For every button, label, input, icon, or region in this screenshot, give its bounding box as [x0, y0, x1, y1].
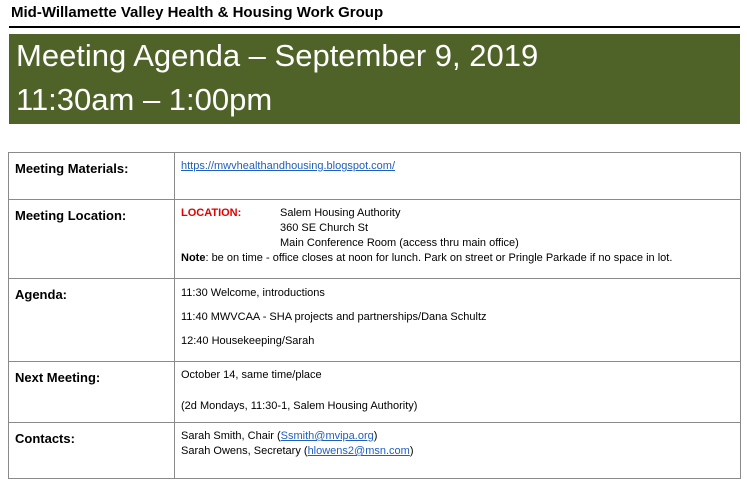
- contact-chair-email[interactable]: Ssmith@mvipa.org: [280, 430, 374, 442]
- materials-link[interactable]: https://mwvhealthandhousing.blogspot.com/: [181, 160, 396, 172]
- materials-label: Meeting Materials:: [9, 153, 175, 200]
- location-label: Meeting Location:: [9, 200, 175, 279]
- row-next-meeting: [9, 362, 741, 423]
- note-text: : be on time - office closes at noon for lunch. Park on street or Pringle Parkade if no space in lot.: [205, 252, 673, 264]
- title-banner: [9, 34, 740, 124]
- next-meeting-line1: October 14, same time/place: [181, 369, 322, 381]
- meeting-title: Meeting Agenda – September 9, 2019: [16, 38, 539, 73]
- row-materials: [9, 153, 741, 200]
- contacts-label: Contacts:: [9, 423, 175, 479]
- contact-secretary-email[interactable]: hlowens2@msn.com: [307, 445, 410, 457]
- location-line3: Main Conference Room (access thru main office): [280, 237, 519, 249]
- next-meeting-line2: (2d Mondays, 11:30-1, Salem Housing Authority): [181, 400, 418, 412]
- location-cell: [175, 200, 741, 279]
- next-meeting-label: Next Meeting:: [9, 362, 175, 423]
- contact-chair-name: Sarah Smith, Chair (: [181, 430, 281, 442]
- contact-chair: [181, 429, 740, 444]
- org-name: Mid-Willamette Valley Health & Housing Work Group: [11, 4, 384, 21]
- contact-secretary: [181, 444, 740, 459]
- location-line2: 360 SE Church St: [280, 222, 369, 234]
- materials-cell: [175, 153, 741, 200]
- next-meeting-cell: [175, 362, 741, 423]
- location-line1: Salem Housing Authority: [280, 207, 401, 219]
- contact-chair-close: ): [373, 430, 378, 442]
- agenda-cell: [175, 279, 741, 362]
- agenda-item: 11:30 Welcome, introductions: [181, 287, 325, 299]
- contacts-cell: [175, 423, 741, 479]
- meeting-time: 11:30am – 1:00pm: [16, 82, 273, 117]
- row-agenda: [9, 279, 741, 362]
- contact-secretary-close: ): [409, 445, 414, 457]
- agenda-table: [8, 152, 741, 479]
- agenda-label: Agenda:: [9, 279, 175, 362]
- row-location: [9, 200, 741, 279]
- row-contacts: [9, 423, 741, 479]
- agenda-item: 11:40 MWVCAA - SHA projects and partnerships/Dana Schultz: [181, 311, 487, 323]
- agenda-item: 12:40 Housekeeping/Sarah: [181, 335, 315, 347]
- contact-secretary-name: Sarah Owens, Secretary (: [181, 445, 308, 457]
- location-tag: LOCATION:: [181, 207, 242, 219]
- header-rule: [9, 26, 740, 28]
- note-label: Note: [181, 252, 206, 264]
